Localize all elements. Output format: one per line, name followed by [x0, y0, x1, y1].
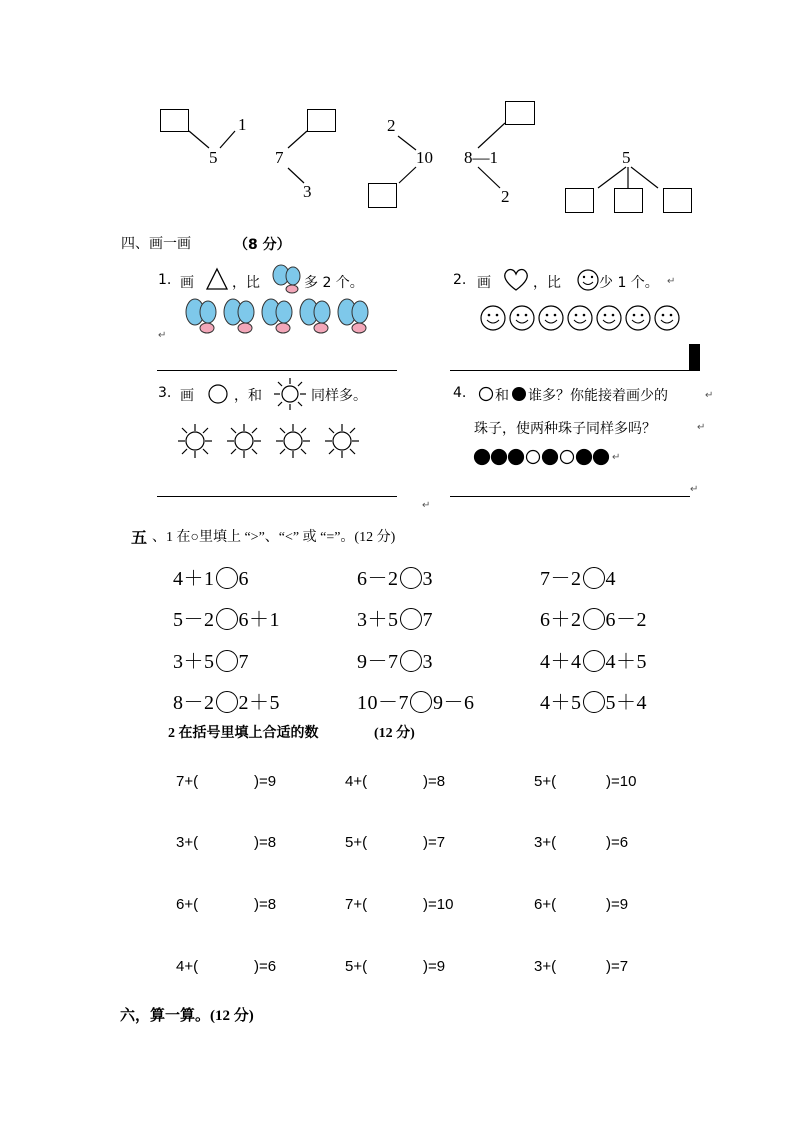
decomp-whole-and-part: 8—1 — [464, 148, 498, 167]
smiley-row — [480, 305, 680, 335]
q4-text-and: 和 — [495, 388, 509, 404]
compare-circle[interactable] — [583, 608, 605, 630]
q4-text-line1: 谁多？你能接着画少的 — [528, 388, 668, 404]
q1-text-compare: ，比 — [232, 275, 260, 291]
compare-left: 5－2 — [173, 609, 215, 631]
compare-right: 4 — [605, 568, 616, 590]
section5-number: 五 — [131, 528, 148, 547]
q1-text-draw: 画 — [180, 275, 194, 291]
return-mark: ↵ — [158, 330, 167, 341]
q2-number: 2. — [453, 272, 467, 288]
compare-right: 5＋4 — [605, 692, 647, 714]
solid-bead — [594, 450, 609, 465]
fill-expression-right: )=8 — [423, 773, 446, 790]
fill-expression-left: 7+( — [345, 896, 368, 913]
answer-box[interactable] — [565, 188, 594, 213]
fill-expression-left: 4+( — [176, 958, 199, 975]
fill-expression-left: 5+( — [345, 834, 368, 851]
smiley-icon — [626, 306, 650, 330]
sun-icon — [227, 424, 261, 458]
compare-left: 6－2 — [357, 568, 399, 590]
answer-box[interactable] — [614, 188, 643, 213]
butterfly-row — [183, 298, 383, 342]
smiley-icon — [655, 306, 679, 330]
cursor-block — [689, 344, 700, 371]
q3-number: 3. — [158, 385, 172, 401]
smiley-icon — [577, 269, 599, 291]
answer-line[interactable] — [157, 370, 397, 371]
q4-number: 4. — [453, 385, 467, 401]
fill-expression-right: )=8 — [254, 834, 277, 851]
decomp-whole: 5 — [622, 148, 631, 167]
decomp-whole: 7 — [275, 148, 284, 167]
decomp-whole: 5 — [209, 148, 218, 167]
compare-left: 3＋5 — [173, 651, 215, 673]
circle-icon — [207, 383, 229, 405]
compare-item — [173, 603, 280, 632]
fill-expression-right: )=6 — [606, 834, 629, 851]
return-mark: ↵ — [667, 276, 676, 287]
compare-item — [357, 686, 475, 715]
solid-bead — [543, 450, 558, 465]
compare-circle[interactable] — [216, 608, 238, 630]
butterfly-icon — [271, 264, 303, 294]
fill-expression-right: )=9 — [423, 958, 446, 975]
fill-expression-left: 4+( — [345, 773, 368, 790]
compare-left: 3＋5 — [357, 609, 399, 631]
compare-circle[interactable] — [216, 650, 238, 672]
compare-circle[interactable] — [400, 650, 422, 672]
solid-bead — [492, 450, 507, 465]
fill-answer-slot[interactable] — [564, 894, 602, 916]
hollow-bead — [561, 451, 574, 464]
sub2-instruction: 2 在括号里填上合适的数 — [168, 726, 319, 741]
butterfly-icon — [224, 299, 254, 333]
fill-answer-slot[interactable] — [375, 771, 419, 793]
fill-expression-left: 3+( — [534, 834, 557, 851]
compare-item — [357, 562, 433, 591]
fill-expression-right: )=9 — [606, 896, 629, 913]
fill-answer-slot[interactable] — [206, 832, 250, 854]
section4-score: （8 分） — [234, 237, 291, 253]
q3-text-same: 同样多。 — [311, 388, 367, 404]
q3-text-draw: 画 — [180, 388, 194, 404]
compare-item — [540, 686, 647, 715]
compare-circle[interactable] — [583, 691, 605, 713]
section4-heading: 四、画一画 — [121, 236, 191, 252]
return-mark: ↵ — [422, 500, 431, 511]
answer-line[interactable] — [450, 370, 690, 371]
fill-answer-slot[interactable] — [375, 832, 419, 854]
compare-right: 6＋1 — [238, 609, 280, 631]
compare-right: 2＋5 — [238, 692, 280, 714]
answer-line[interactable] — [450, 496, 690, 497]
q4-text-line2: 珠子，使两种珠子同样多吗？ — [474, 421, 656, 437]
compare-item — [540, 562, 616, 591]
fill-expression-right: )=10 — [606, 773, 637, 790]
solid-bead — [509, 450, 524, 465]
compare-left: 4＋1 — [173, 568, 215, 590]
smiley-icon — [481, 306, 505, 330]
answer-box[interactable] — [505, 101, 535, 125]
compare-right: 4＋5 — [605, 651, 647, 673]
fill-answer-slot[interactable] — [206, 956, 250, 978]
q3-text-with: ，和 — [234, 388, 262, 404]
fill-expression-right: )=7 — [606, 958, 629, 975]
fill-expression-left: 5+( — [345, 958, 368, 975]
solid-bead-icon — [511, 386, 527, 402]
fill-expression-right: )=8 — [254, 896, 277, 913]
decomp-part: 3 — [303, 182, 312, 201]
decomp-part: 1 — [238, 115, 247, 134]
compare-item — [357, 603, 433, 632]
compare-item — [173, 645, 249, 674]
compare-circle[interactable] — [216, 691, 238, 713]
butterfly-icon — [338, 299, 368, 333]
compare-left: 10－7 — [357, 692, 409, 714]
q1-text-more: 多 2 个。 — [304, 275, 364, 291]
compare-left: 4＋5 — [540, 692, 582, 714]
triangle-icon — [206, 268, 228, 290]
sun-icon — [276, 424, 310, 458]
compare-circle[interactable] — [583, 567, 605, 589]
fill-expression-left: 7+( — [176, 773, 199, 790]
q2-text-less: 少 1 个。 — [599, 275, 659, 291]
fill-expression-right: )=10 — [423, 896, 454, 913]
fill-expression-left: 5+( — [534, 773, 557, 790]
sun-icon — [178, 424, 212, 458]
fill-answer-slot[interactable] — [564, 832, 602, 854]
fill-expression-left: 3+( — [176, 834, 199, 851]
butterfly-icon — [186, 299, 216, 333]
return-mark: ↵ — [697, 422, 706, 433]
compare-left: 8－2 — [173, 692, 215, 714]
return-mark: ↵ — [690, 484, 699, 495]
compare-circle[interactable] — [400, 608, 422, 630]
hollow-bead-icon — [478, 386, 494, 402]
sun-icon — [273, 377, 307, 411]
compare-left: 6＋2 — [540, 609, 582, 631]
compare-right: 7 — [238, 651, 249, 673]
fill-expression-left: 6+( — [534, 896, 557, 913]
return-mark: ↵ — [705, 390, 714, 401]
decomp-part: 2 — [501, 187, 510, 206]
fill-answer-slot[interactable] — [564, 771, 602, 793]
q2-text-draw: 画 — [477, 275, 491, 291]
fill-expression-right: )=6 — [254, 958, 277, 975]
compare-right: 9－6 — [433, 692, 475, 714]
fill-expression-right: )=9 — [254, 773, 277, 790]
answer-box[interactable] — [368, 183, 397, 208]
compare-right: 6－2 — [605, 609, 647, 631]
compare-item — [173, 686, 280, 715]
solid-bead — [577, 450, 592, 465]
fill-expression-left: 3+( — [534, 958, 557, 975]
solid-bead — [475, 450, 490, 465]
fill-answer-slot[interactable] — [206, 771, 250, 793]
answer-box[interactable] — [307, 109, 336, 132]
compare-right: 3 — [422, 651, 433, 673]
return-mark: ↵ — [612, 452, 621, 463]
compare-left: 7－2 — [540, 568, 582, 590]
fill-answer-slot[interactable] — [206, 894, 250, 916]
fill-answer-slot[interactable] — [375, 956, 419, 978]
section6-heading: 六，算一算。(12 分) — [120, 1008, 254, 1024]
butterfly-icon — [300, 299, 330, 333]
compare-item — [540, 645, 647, 674]
compare-right: 3 — [422, 568, 433, 590]
bead-row — [474, 447, 624, 467]
sub2-score: (12 分) — [374, 726, 415, 741]
smiley-icon — [539, 306, 563, 330]
q1-number: 1. — [158, 272, 172, 288]
fill-answer-slot[interactable] — [375, 894, 419, 916]
answer-box[interactable] — [663, 188, 692, 213]
compare-left: 9－7 — [357, 651, 399, 673]
compare-circle[interactable] — [400, 567, 422, 589]
fill-answer-slot[interactable] — [564, 956, 602, 978]
compare-circle[interactable] — [583, 650, 605, 672]
hollow-bead — [527, 451, 540, 464]
section5-instruction: 、1 在○里填上 “>”、“<” 或 “=”。(12 分) — [152, 530, 396, 545]
smiley-icon — [597, 306, 621, 330]
compare-item — [173, 562, 249, 591]
compare-circle[interactable] — [216, 567, 238, 589]
butterfly-icon — [262, 299, 292, 333]
decomp-whole: 10 — [416, 148, 433, 167]
fill-expression-right: )=7 — [423, 834, 446, 851]
fill-expression-left: 6+( — [176, 896, 199, 913]
heart-icon — [503, 268, 529, 292]
compare-circle[interactable] — [410, 691, 432, 713]
compare-item — [540, 603, 647, 632]
sun-icon — [325, 424, 359, 458]
compare-right: 6 — [238, 568, 249, 590]
smiley-icon — [510, 306, 534, 330]
compare-right: 7 — [422, 609, 433, 631]
decomp-part: 2 — [387, 116, 396, 135]
sun-row — [177, 423, 367, 463]
compare-left: 4＋4 — [540, 651, 582, 673]
answer-line[interactable] — [157, 496, 397, 497]
compare-item — [357, 645, 433, 674]
q2-text-compare: ，比 — [533, 275, 561, 291]
smiley-icon — [568, 306, 592, 330]
